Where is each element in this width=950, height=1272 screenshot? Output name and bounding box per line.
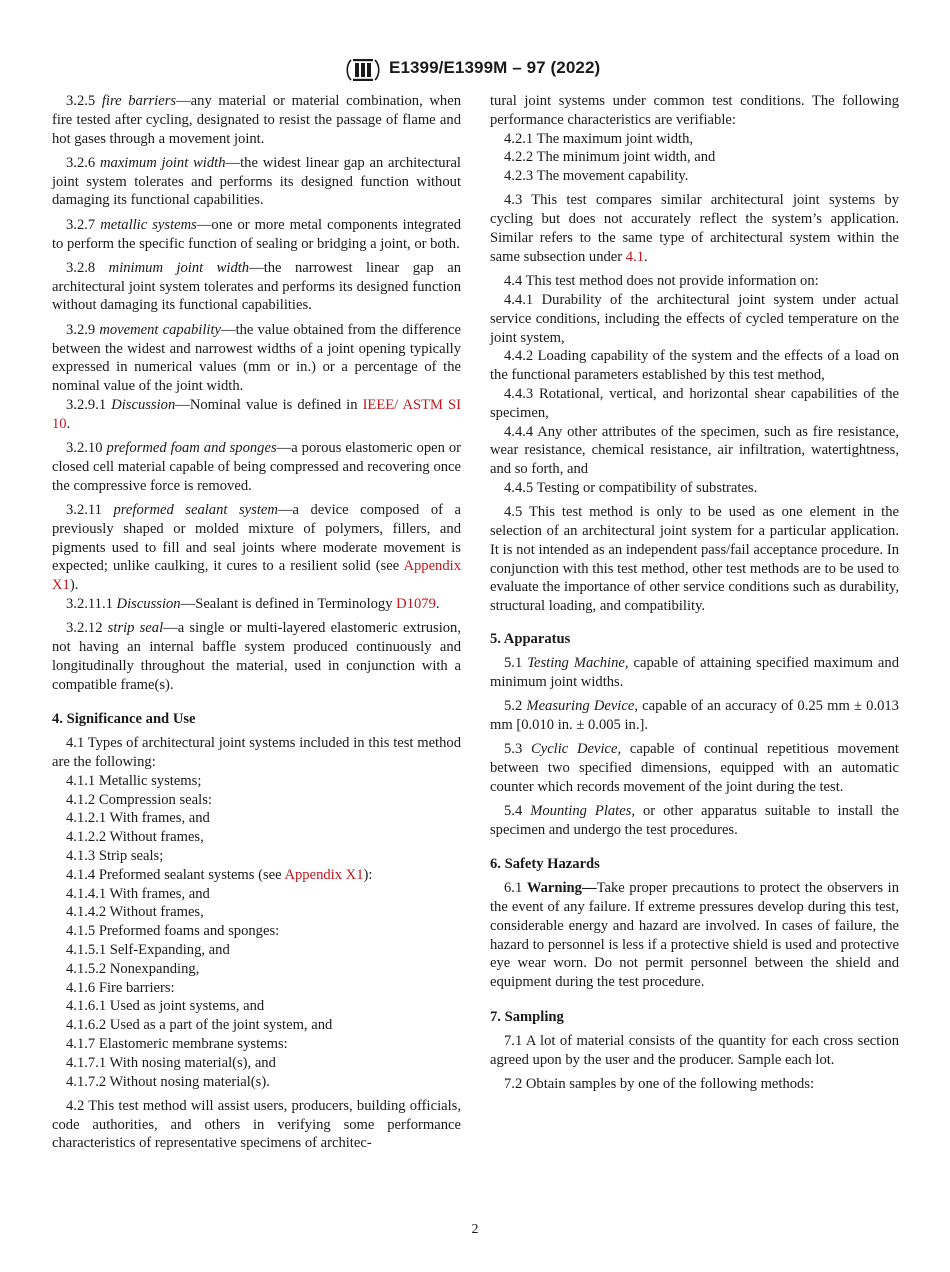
list-item-4-1-4: 4.1.4 Preformed sealant systems (see Appendix X1):: [66, 866, 373, 883]
paragraph-5-4: 5.4 Mounting Plates, or other apparatus suitable to install the specimen and undergo the test procedures.: [490, 802, 899, 838]
definition-3-2-5: 3.2.5 fire barriers—any material or material combination, when fire tested after cycling, designated to resist the passage of flame and hot gases through a movement joint.: [52, 93, 461, 147]
list-item: 4.1.6.2 Used as a part of the joint system, and: [66, 1017, 333, 1034]
list-item: 4.1.7.2 Without nosing material(s).: [66, 1073, 270, 1090]
appendix-x1-link[interactable]: Appendix X1: [52, 558, 461, 594]
page-number: 2: [471, 1222, 479, 1237]
paragraph-5-1: 5.1 Testing Machine, capable of attaining specified maximum and minimum joint widths.: [490, 654, 899, 690]
list-item: 4.1.6 Fire barriers:: [66, 979, 175, 996]
section-4-heading: 4. Significance and Use: [52, 711, 196, 728]
list-item: 4.1.2 Compression seals:: [66, 791, 212, 808]
paragraph-7-2: 7.2 Obtain samples by one of the following methods:: [504, 1075, 815, 1092]
paragraph-4-4: 4.4 This test method does not provide information on:: [504, 273, 819, 290]
list-item: 4.1.4.2 Without frames,: [66, 904, 204, 921]
astm-logo: [344, 57, 382, 83]
list-item: 4.2.2 The minimum joint width, and: [504, 149, 716, 166]
definition-3-2-9: 3.2.9 movement capability—the value obtained from the difference between the widest and narrowest widths of a joint opening typically expressed in numerical values (mm or in.) or a percentage of the nominal value of the joint width.: [52, 321, 461, 395]
list-item: 4.1.4.1 With frames, and: [66, 885, 210, 902]
definition-3-2-11: 3.2.11 preformed sealant system—a device composed of a previously shaped or molded mixture of polymers, fillers, and pigments used to fill and seal joints where moderate movement is expected; unlike caulking, it cures to a resilient solid (see Appendix X1).: [52, 501, 461, 594]
paragraph-4-4-2: 4.4.2 Loading capability of the system and the effects of a load on the functional parameters established by this test method,: [490, 348, 899, 384]
paragraph-4-5: 4.5 This test method is only to be used as one element in the selection of an architectural joint system for a particular application. It is not intended as an independent pass/fail acceptance procedure. In conjunction with this test method, other test methods are to be used to evaluate the importance of other service conditions such as durability, structural loading, and compatibility.: [490, 504, 899, 615]
paragraph-4-4-4: 4.4.4 Any other attributes of the specimen, such as fire resistance, wear resistance, chemical resistance, air infiltration, watertightness, and so forth, and: [490, 423, 899, 478]
list-item: 4.2.1 The maximum joint width,: [504, 130, 694, 147]
document-designation: E1399/E1399M – 97 (2022): [389, 58, 601, 77]
page-header: [0, 57, 950, 83]
paragraph-5-2: 5.2 Measuring Device, capable of an accuracy of 0.25 mm ± 0.013 mm [0.010 in. ± 0.005 in.].: [490, 697, 899, 733]
paragraph-4-4-3: 4.4.3 Rotational, vertical, and horizontal shear capabilities of the specimen,: [490, 385, 899, 421]
paragraph-4-3: 4.3 This test compares similar architectural joint systems by cycling but does not accurately reflect the system’s application. Similar refers to the same type of architectural system within the same subsection under 4.1.: [490, 192, 899, 265]
list-item: 4.1.1 Metallic systems;: [66, 772, 202, 789]
discussion-3-2-11-1: 3.2.11.1 Discussion—Sealant is defined in Terminology D1079.: [66, 595, 440, 612]
section-7-heading: 7. Sampling: [490, 1009, 564, 1026]
list-item: 4.2.3 The movement capability.: [504, 168, 689, 185]
paragraph-4-1: 4.1 Types of architectural joint systems included in this test method are the following:: [52, 735, 461, 770]
definition-3-2-6: 3.2.6 maximum joint width—the widest linear gap an architectural joint system tolerates and performs its designed function without damaging its functional capabilities.: [52, 154, 461, 209]
list-4-1: [52, 772, 461, 1092]
list-item: 4.1.5 Preformed foams and sponges:: [66, 923, 280, 940]
paragraph-6-1: 6.1 Warning—Take proper precautions to protect the observers in the event of any failure. If extreme pressures develop during this test, considerable energy and hazard are involved. In cases of failure, the hazard to personnel is less if a protective shield is used and protective eye wear worn. Do not permit personnel between the shield and equipment during the test procedure.: [490, 880, 900, 991]
paragraph-5-3: 5.3 Cyclic Device, capable of continual repetitious movement between two specified dimensions, equipped with an automatic counter which records movement of the joint during the test.: [490, 741, 899, 795]
definition-3-2-7: 3.2.7 metallic systems—one or more metal components integrated to perform the specific function of sealing or bridging a joint, or both.: [52, 216, 461, 252]
definition-3-2-12: 3.2.12 strip seal—a single or multi-layered elastomeric extrusion, not having an internal baffle system produced continuously and longitudinally throughout the material, used in conjunction with a compatible frame(s).: [52, 620, 461, 693]
appendix-x1-link[interactable]: Appendix X1: [284, 866, 364, 883]
list-item: 4.1.3 Strip seals;: [66, 847, 164, 864]
section-5-heading: 5. Apparatus: [490, 631, 571, 648]
section-4-1-link[interactable]: 4.1: [625, 248, 645, 265]
list-item: 4.1.6.1 Used as joint systems, and: [66, 998, 265, 1015]
d1079-link[interactable]: D1079: [396, 595, 436, 612]
definition-3-2-8: 3.2.8 minimum joint width—the narrowest linear gap an architectural joint system tolerates and performs its designed function without damaging its functional capabilities.: [52, 259, 462, 314]
list-item: 4.1.5.1 Self-Expanding, and: [66, 941, 230, 958]
list-item: 4.1.2.1 With frames, and: [66, 810, 210, 827]
list-item: 4.1.5.2 Nonexpanding,: [66, 960, 200, 977]
list-item: 4.1.7 Elastomeric membrane systems:: [66, 1035, 288, 1052]
paragraph-4-2-continued: tural joint systems under common test conditions. The following performance characteristics are verifiable:: [490, 93, 899, 128]
left-column: [52, 92, 461, 1159]
ieee-astm-si10-link[interactable]: IEEE/ ASTM SI 10: [52, 396, 462, 432]
list-item: 4.1.2.2 Without frames,: [66, 829, 204, 846]
right-column: [490, 92, 899, 1099]
paragraph-4-4-5: 4.4.5 Testing or compatibility of substrates.: [504, 479, 758, 496]
section-6-heading: 6. Safety Hazards: [490, 856, 600, 873]
paragraph-7-1: 7.1 A lot of material consists of the quantity for each cross section agreed upon by the user and the producer. Sample each lot.: [490, 1032, 899, 1068]
paragraph-4-4-1: 4.4.1 Durability of the architectural joint system under actual service conditions, including the effects of cycled temperature on the joint system,: [490, 291, 899, 346]
paragraph-4-2: 4.2 This test method will assist users, producers, building officials, code authorities, and others in verifying some performance characteristics of representative specimens of architec-: [52, 1097, 461, 1152]
list-item: 4.1.7.1 With nosing material(s), and: [66, 1054, 276, 1071]
discussion-3-2-9-1: 3.2.9.1 Discussion—Nominal value is defined in IEEE/ ASTM SI 10.: [52, 396, 462, 432]
list-4-2: [490, 130, 899, 186]
definition-3-2-10: 3.2.10 preformed foam and sponges—a porous elastomeric open or closed cell material capable of being compressed and recovering once the compressive force is removed.: [52, 440, 461, 494]
